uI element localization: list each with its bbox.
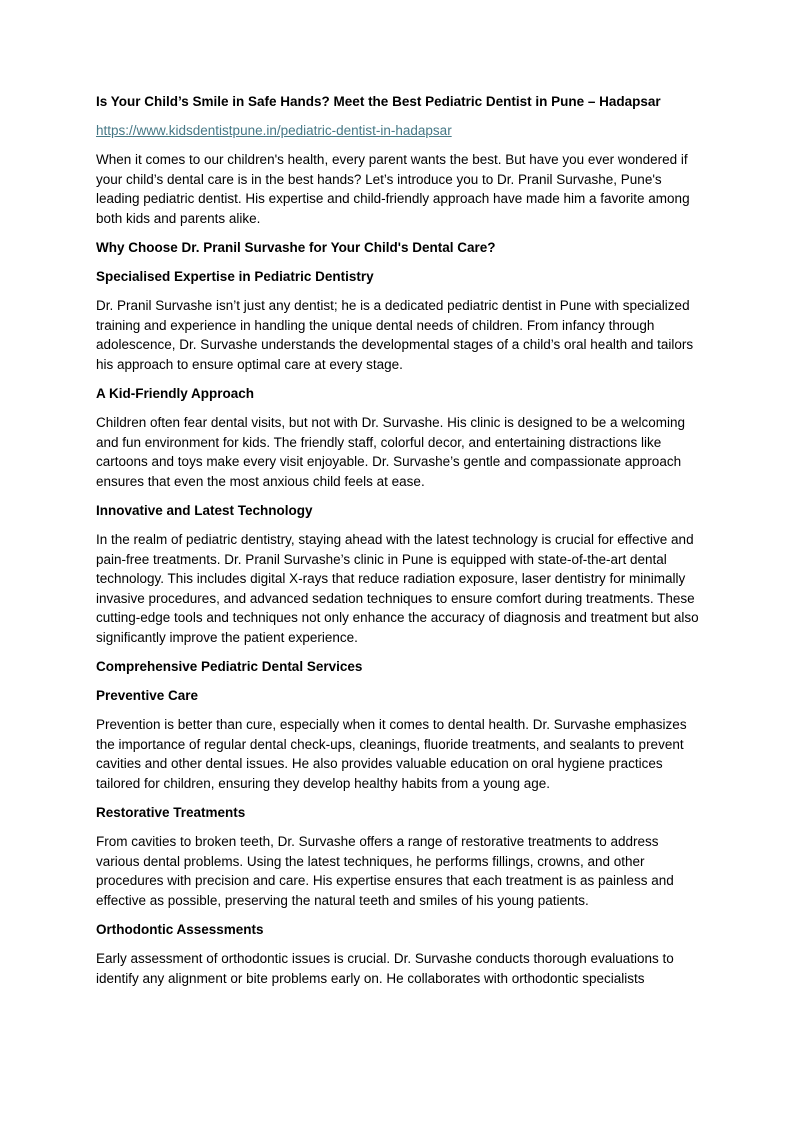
why-choose-heading: Why Choose Dr. Pranil Survashe for Your Child's Dental Care? [96, 240, 496, 255]
preventive-care-heading: Preventive Care [96, 688, 199, 703]
expertise-heading: Specialised Expertise in Pediatric Dentistry [96, 269, 374, 284]
intro-paragraph: When it comes to our children's health, every parent wants the best. But have you ever wondered if your child’s dental care is in the best hands? Let’s introduce you to Dr. Pranil Survashe, Pune's leading pediatric dentist. His expertise and child-friendly approach have made him a favorite among both kids and parents alike. [96, 152, 690, 226]
website-link[interactable]: https://www.kidsdentistpune.in/pediatric-dentist-in-hadapsar [96, 123, 452, 138]
technology-heading: Innovative and Latest Technology [96, 503, 313, 518]
restorative-heading: Restorative Treatments [96, 805, 246, 820]
kid-friendly-paragraph: Children often fear dental visits, but not with Dr. Survashe. His clinic is designed to be a welcoming and fun environment for kids. The friendly staff, colorful decor, and entertaining distractions like cartoons and toys make every visit enjoyable. Dr. Survashe’s gentle and compassionate approach ensures that even the most anxious child feels at ease. [96, 415, 686, 489]
preventive-care-paragraph: Prevention is better than cure, especially when it comes to dental health. Dr. Survashe emphasizes the importance of regular dental check-ups, cleanings, fluoride treatments, and sealants to prevent cavities and other dental issues. He also provides valuable education on oral hygiene practices tailored for children, ensuring they develop healthy habits from a young age. [96, 717, 687, 791]
orthodontic-heading: Orthodontic Assessments [96, 922, 264, 937]
restorative-paragraph: From cavities to broken teeth, Dr. Survashe offers a range of restorative treatments to address various dental problems. Using the latest techniques, he performs fillings, crowns, and other procedures with precision and care. His expertise ensures that each treatment is as painless and effective as possible, preserving the natural teeth and smiles of his young patients. [96, 834, 674, 908]
technology-paragraph: In the realm of pediatric dentistry, staying ahead with the latest technology is crucial for effective and pain-free treatments. Dr. Pranil Survashe’s clinic in Pune is equipped with state-of-the-art dental technology. This includes digital X-rays that reduce radiation exposure, laser dentistry for minimally invasive procedures, and advanced sedation techniques to ensure comfort during treatments. These cutting-edge tools and techniques not only enhance the accuracy of diagnosis and treatment but also significantly improve the patient experience. [96, 532, 699, 645]
services-heading: Comprehensive Pediatric Dental Services [96, 659, 363, 674]
document-title: Is Your Child’s Smile in Safe Hands? Meet the Best Pediatric Dentist in Pune – Hadapsar [96, 94, 661, 109]
expertise-paragraph: Dr. Pranil Survashe isn’t just any dentist; he is a dedicated pediatric dentist in Pune with specialized training and experience in handling the unique dental needs of children. From infancy through adolescence, Dr. Survashe understands the developmental stages of a child’s oral health and tailors his approach to ensure optimal care at every stage. [96, 298, 694, 372]
orthodontic-paragraph: Early assessment of orthodontic issues is crucial. Dr. Survashe conducts thorough evaluations to identify any alignment or bite problems early on. He collaborates with orthodontic specialists [96, 951, 674, 986]
document-page [96, 92, 700, 998]
kid-friendly-heading: A Kid-Friendly Approach [96, 386, 255, 401]
